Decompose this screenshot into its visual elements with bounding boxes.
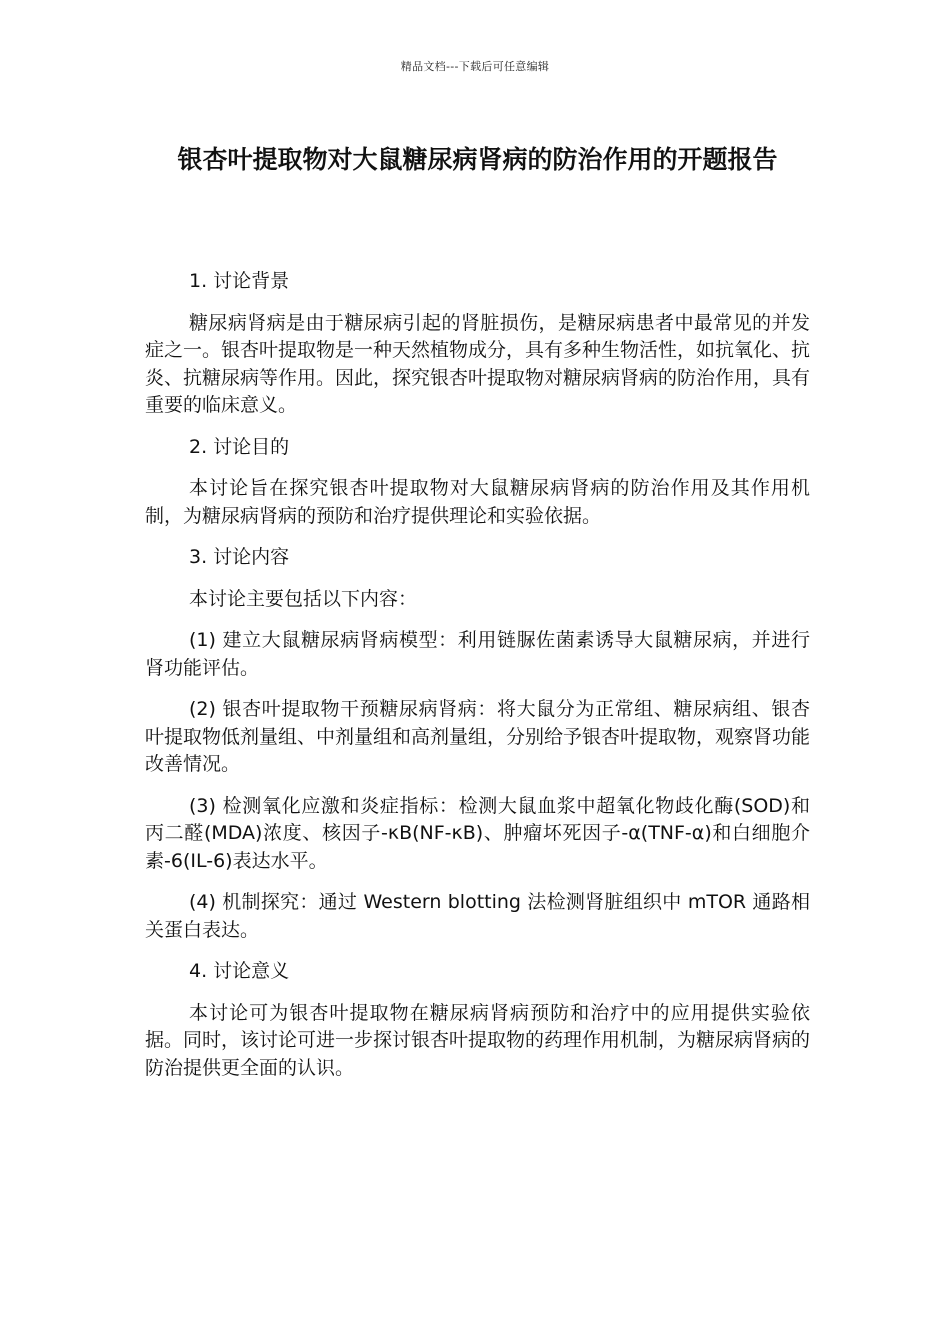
list-item: (3) 检测氧化应激和炎症指标：检测大鼠血浆中超氧化物歧化酶(SOD)和丙二醛(MDA)浓度、核因子-κB(NF-κB)、肿瘤坏死因子-α(TNF-α)和白细胞介素-6(IL-6)表达水平。 (145, 794, 810, 872)
section-heading-purpose: 2. 讨论目的 (189, 435, 290, 458)
document-title: 银杏叶提取物对大鼠糖尿病肾病的防治作用的开题报告 (177, 145, 778, 174)
section-heading-background: 1. 讨论背景 (189, 270, 290, 292)
section-heading-significance: 4. 讨论意义 (189, 960, 290, 982)
document-body (145, 268, 810, 1096)
paragraph-significance: 本讨论可为银杏叶提取物在糖尿病肾病预防和治疗中的应用提供实验依据。同时，该讨论可进一步探讨银杏叶提取物的药理作用机制，为糖尿病肾病的防治提供更全面的认识。 (145, 1001, 811, 1079)
list-item: (1) 建立大鼠糖尿病肾病模型：利用链脲佐菌素诱导大鼠糖尿病，并进行肾功能评估。 (145, 629, 810, 679)
paragraph-content-intro: 本讨论主要包括以下内容： (189, 587, 418, 610)
paragraph-purpose: 本讨论旨在探究银杏叶提取物对大鼠糖尿病肾病的防治作用及其作用机制，为糖尿病肾病的预防和治疗提供理论和实验依据。 (145, 477, 810, 527)
section-heading-content: 3. 讨论内容 (189, 546, 290, 568)
paragraph-background: 糖尿病肾病是由于糖尿病引起的肾脏损伤，是糖尿病患者中最常见的并发症之一。银杏叶提取物是一种天然植物成分，具有多种生物活性，如抗氧化、抗炎、抗糖尿病等作用。因此，探究银杏叶提取物对糖尿病肾病的防治作用，具有重要的临床意义。 (145, 311, 811, 416)
list-item: (2) 银杏叶提取物干预糖尿病肾病：将大鼠分为正常组、糖尿病组、银杏叶提取物低剂量组、中剂量组和高剂量组，分别给予银杏叶提取物，观察肾功能改善情况。 (145, 698, 811, 775)
page-header: 精品文档---下载后可任意编辑 (400, 60, 550, 73)
list-item: (4) 机制探究：通过 Western blotting 法检测肾脏组织中 mTOR 通路相关蛋白表达。 (145, 891, 810, 941)
